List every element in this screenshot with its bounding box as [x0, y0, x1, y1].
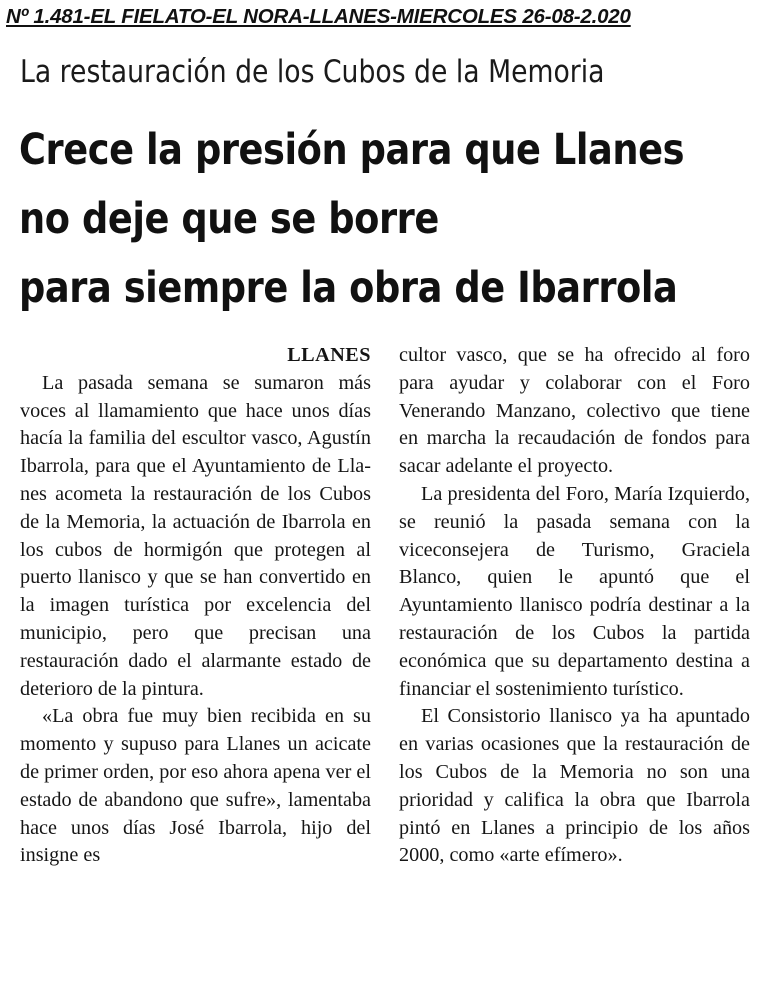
headline-line-1: Crece la presión para que Llanes	[19, 125, 685, 175]
article-body	[20, 342, 760, 1007]
dateline: LLANES	[287, 344, 371, 366]
paragraph: La presidenta del Foro, María Izquierdo, se reunió la pasada semana con la viceconsejera de Turismo, Graciela Blanco, quien le apuntó que el Ayuntamiento llanisco podría destinar a la restauración de los Cubos la partida económica que su departamento destina a financiar el sostenimiento turístico.	[399, 482, 750, 700]
paragraph: «La obra fue muy bien recibida en su momento y supuso para Llanes un acicate de primer orden, por eso ahora apena ver el estado de abandono que sufre», lamentaba hace unos días José Ibarrola, hijo del insigne es	[20, 705, 371, 867]
headline-line-3: para siempre la obra de Ibarrola	[19, 263, 678, 313]
headline	[19, 116, 685, 323]
paragraph: La pasada semana se sumaron más voces al llamamiento que hace unos días hacía la familia del escultor vasco, Agustín Ibarrola, para que el Ayuntamiento de Llanes acometa la restauración de los Cubos de la Memoria, la actuación de Ibarrola en los cubos de hormigón que protegen al puerto llanisco y que se han convertido en la imagen turística por excelencia del municipio, pero que precisan una restauración dado el alarmante estado de deterioro de la pintura.	[20, 371, 371, 700]
article-column-left	[20, 342, 371, 870]
paragraph-continuation: cultor vasco, que se ha ofrecido al foro para ayudar y colaborar con el Foro Venerando Manzano, colectivo que tiene en marcha la recaudación de fondos para sacar adelante el proyecto.	[399, 344, 750, 478]
article-column-right	[399, 342, 750, 870]
headline-line-2: no deje que se borre	[19, 194, 439, 244]
paragraph: El Consistorio llanisco ya ha apuntado en varias ocasiones que la restauración de los Cubos de la Memoria no son una prioridad y califica la obra que Ibarrola pintó en Llanes a principio de los años 2000, como «arte efímero».	[399, 705, 750, 867]
edition-line: Nº 1.481-EL FIELATO-EL NORA-LLANES-MIERCOLES 26-08-2.020	[6, 5, 631, 28]
kicker: La restauración de los Cubos de la Memoria	[20, 54, 605, 90]
